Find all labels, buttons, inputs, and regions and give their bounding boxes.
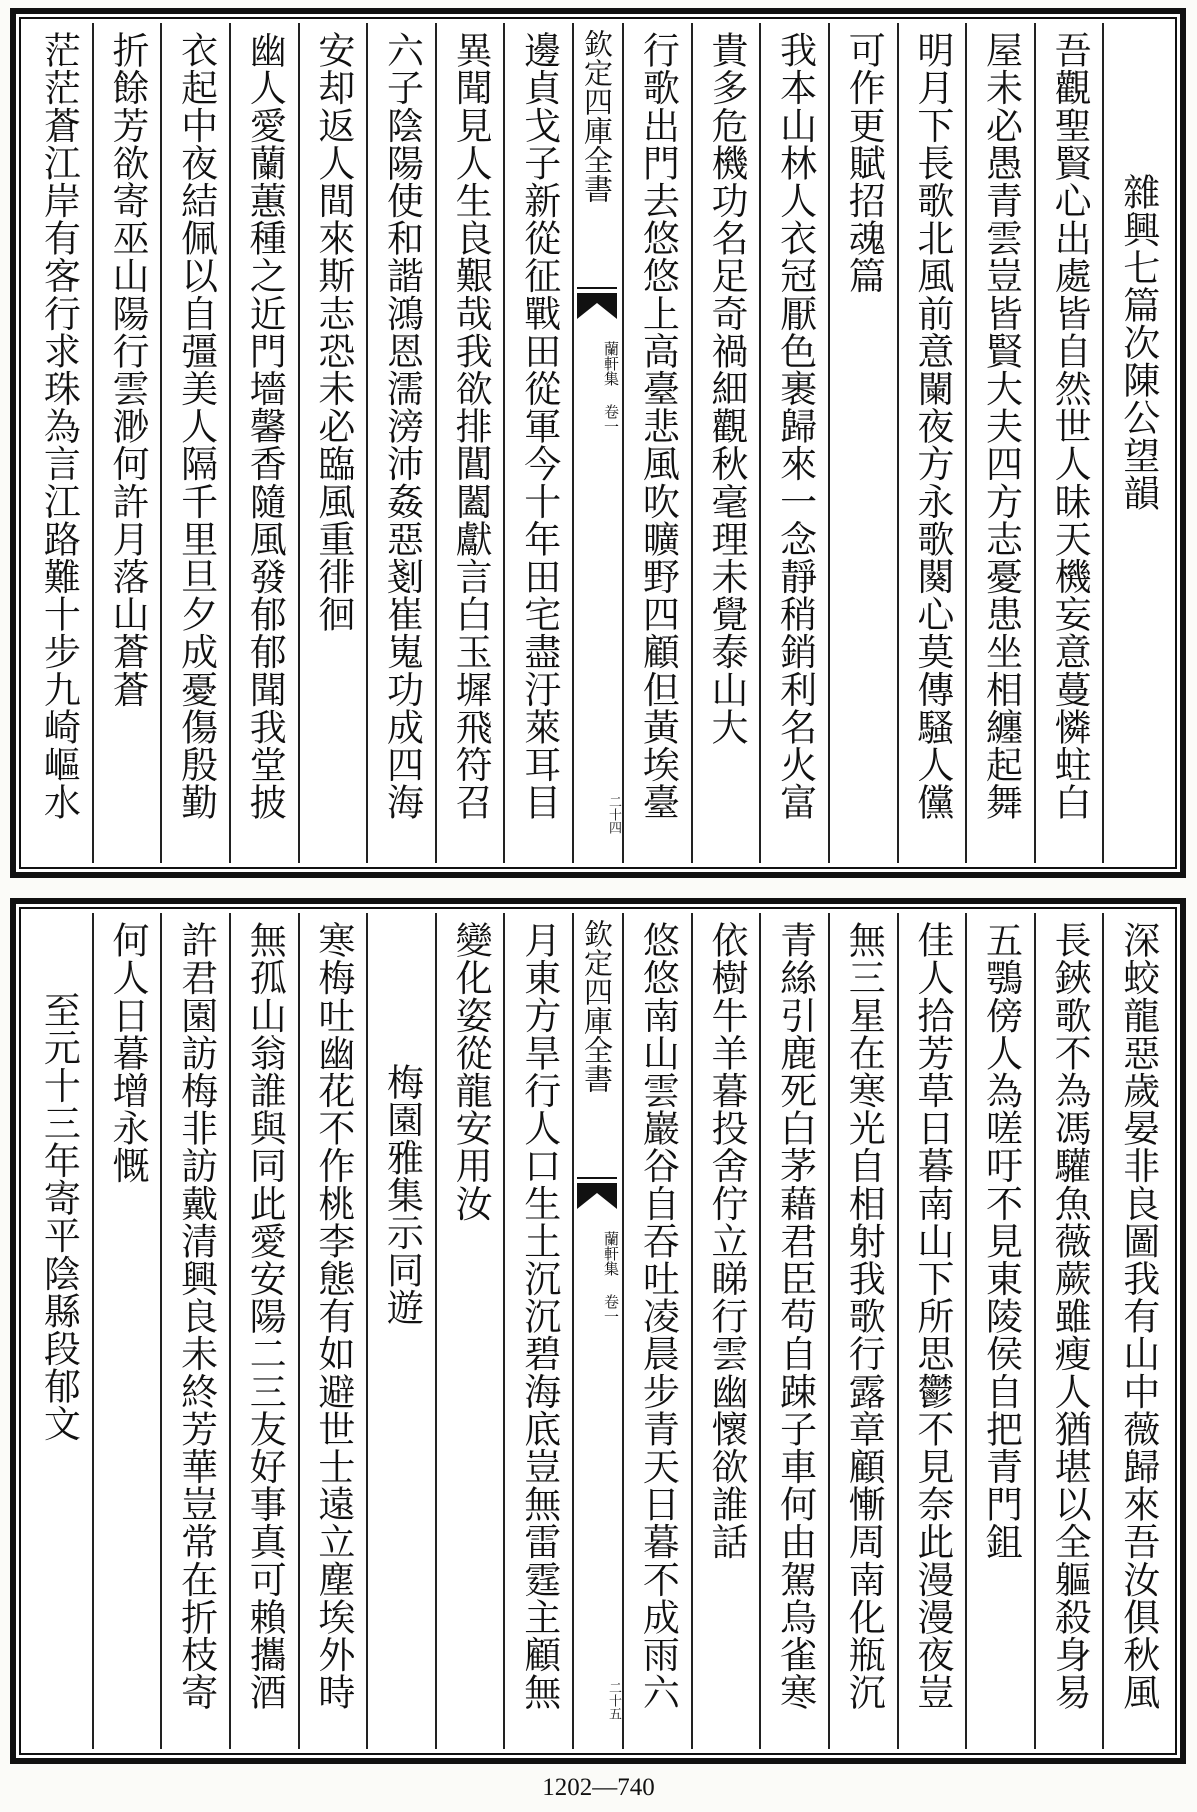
text-column [1102,913,1171,1749]
column-text: 佳人拾芳草日暮南山下所思鬱不見奈此漫漫夜豈 [910,921,954,1711]
column-text: 邊貞戈子新從征戰田從軍今十年田宅盡汙萊耳目 [517,31,561,821]
column-text: 月東方旱行人口生土沉沉碧海底豈無雷霆主顧無 [517,921,561,1711]
text-column [965,23,1034,863]
text-column [298,23,367,863]
column-text: 明月下長歌北風前意闌夜方永歌闋心莫傳騷人儻 [910,31,954,821]
column-text: 許君園訪梅非訪戴清興良未終芳華豈常在折枝寄 [174,921,218,1711]
text-column [229,23,298,863]
text-column [92,913,161,1749]
column-text: 依樹牛羊暮投舍佇立睇行雲幽懷欲誰話 [704,921,748,1561]
gutter-leaf-number: 二十四 [606,795,621,834]
bottom-page-columns [25,913,1171,1749]
column-text: 異聞見人生良艱哉我欲排閶闔獻言白玉墀飛符召 [449,31,493,821]
column-text: 深蛟龍惡歲晏非良圖我有山中薇歸來吾汝俱秋風 [1116,921,1160,1711]
fishtail-mark-icon [577,285,617,325]
column-text: 變化姿從龍安用汝 [449,921,493,1222]
column-text: 茫茫蒼江岸有客行求珠為言江路難十步九崎嶇水 [37,31,81,821]
fishtail-mark-icon [577,1175,617,1215]
column-text: 吾觀聖賢心出處皆自然世人昧天機妄意蔓憐蛀白 [1048,31,1092,821]
gutter-volume-label: 蘭軒集 卷一 [602,341,620,434]
text-column [897,913,966,1749]
text-column [759,23,828,863]
text-column [366,913,435,1749]
poem-title: 雜興七篇次陳公望韻 [1116,173,1160,512]
column-text: 衣起中夜結佩以自彊美人隔千里旦夕成憂傷殷勤 [174,31,218,821]
text-column [1034,913,1103,1749]
top-page-frame [10,8,1186,878]
poem-title: 至元十三年寄平陰縣段郁文 [37,991,81,1443]
text-column [366,23,435,863]
text-column [965,913,1034,1749]
text-column [759,913,828,1749]
poem-title: 梅園雅集示同遊 [380,1063,424,1327]
text-column [25,23,92,863]
text-column [828,23,897,863]
column-text: 無三星在寒光自相射我歌行露章顧慚周南化瓶沉 [842,921,886,1711]
text-column [25,913,92,1749]
column-text: 折餘芳欲寄巫山陽行雲渺何許月落山蒼蒼 [105,31,149,708]
text-column [435,913,504,1749]
column-text: 何人日暮增永慨 [105,921,149,1185]
text-column [828,913,897,1749]
gutter-book-title: 欽定四庫全書 [580,919,614,1093]
text-column [1034,23,1103,863]
column-text: 無孤山翁誰與同此愛安陽二三友好事真可賴攜酒 [243,921,287,1711]
text-column [160,913,229,1749]
folio-number: 1202—740 [542,1774,655,1801]
gutter-book-title: 欽定四庫全書 [580,29,614,203]
text-column [435,23,504,863]
text-column [503,23,572,863]
column-text: 幽人愛蘭蕙種之近門墻馨香隨風發郁郁聞我堂披 [243,31,287,821]
bottom-page-frame [10,898,1186,1764]
column-text: 可作更賦招魂篇 [842,31,886,295]
column-text: 悠悠南山雲巖谷自吞吐凌晨步青天日暮不成雨六 [636,921,680,1711]
gutter-volume-label: 蘭軒集 卷一 [602,1231,620,1324]
gutter-leaf-number: 二十五 [606,1681,621,1720]
center-gutter [572,913,622,1749]
text-column [691,23,760,863]
column-text: 寒梅吐幽花不作桃李態有如避世士遠立塵埃外時 [311,921,355,1711]
column-text: 安却返人間來斯志恐未必臨風重徘徊 [311,31,355,633]
text-column [622,23,691,863]
column-text: 屋未必愚青雲豈皆賢大夫四方志憂患坐相纏起舞 [979,31,1023,821]
text-column [229,913,298,1749]
column-text: 長鋏歌不為馮驩魚薇蕨雖瘦人猶堪以全軀殺身易 [1048,921,1092,1711]
column-text: 青絲引鹿死白茅藉君臣苟自踈子車何由駕烏雀寒 [773,921,817,1711]
text-column [503,913,572,1749]
text-column [1102,23,1171,863]
column-text: 六子陰陽使和諧鴻恩濡滂沛姦惡剗崔嵬功成四海 [380,31,424,821]
column-text: 我本山林人衣冠厭色裹歸來一念靜稍銷利名火富 [773,31,817,821]
text-column [92,23,161,863]
top-page-columns [25,23,1171,863]
column-text: 貴多危機功名足奇禍細觀秋毫理未覺泰山大 [704,31,748,746]
text-column [897,23,966,863]
center-gutter [572,23,622,863]
column-text: 五鶚傍人為嗟吁不見東陵侯自把青門鉏 [979,921,1023,1561]
text-column [691,913,760,1749]
text-column [298,913,367,1749]
text-column [160,23,229,863]
column-text: 行歌出門去悠悠上高臺悲風吹曠野四顧但黃埃臺 [636,31,680,821]
text-column [622,913,691,1749]
